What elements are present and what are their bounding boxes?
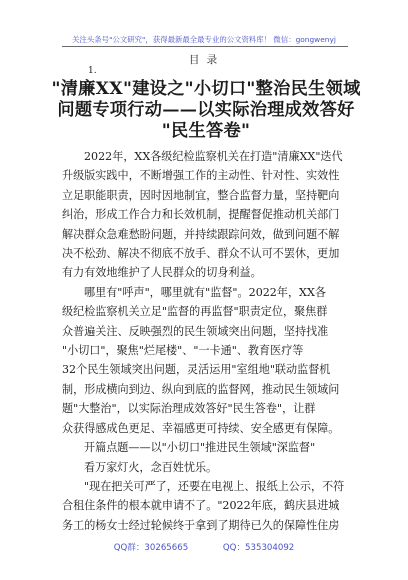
- page-header: 关注头条号"公文研究"，获得最新最全最专业的公文资料库！ 微信：gongwenyj: [72, 35, 336, 44]
- text-line: 决不松劲、解决不彻底不放手、群众不认可不罢休，更加: [62, 247, 340, 261]
- paragraph: [62, 147, 362, 166]
- text-line: 哪里有"呼声"，哪里就有"监督"。2022年，XX各: [84, 285, 326, 299]
- paragraph: [62, 283, 362, 302]
- text-line: 立足职能职责，因时因地制宜，整合监督力量，坚持靶向: [62, 188, 340, 202]
- section-number: 1.: [88, 66, 97, 76]
- toc-heading: 目 录: [188, 54, 220, 66]
- text-line: 众获得感成色更足、幸福感更可持续、安全感更有保障。: [62, 421, 340, 435]
- paragraph: [62, 477, 362, 496]
- title-line: "清廉XX"建设之"小切口"整治民生领域: [51, 79, 361, 99]
- text-line: 32个民生领域突出问题，灵活运用"室组地"联动监督机: [62, 363, 331, 377]
- title-line: "民生答卷": [161, 121, 251, 141]
- text-line: 题"大整治"，以实际治理成效答好"民生答卷"，让群: [62, 402, 316, 416]
- text-line: 众普遍关注、反映强烈的民生领域突出问题，坚持找准: [62, 324, 329, 338]
- header-divider: [62, 46, 348, 47]
- footer-qq-group: QQ群：30265665: [113, 543, 189, 553]
- page-footer: [0, 541, 408, 553]
- text-line: 2022年，XX各级纪检监察机关在打造"清廉XX"迭代: [84, 150, 343, 163]
- text-line: 有力有效地维护了人民群众的切身利益。: [62, 266, 262, 280]
- footer-qq: QQ：535304092: [222, 543, 295, 553]
- text-line: 合租住条件的根本就申请不了。"2022年底，鹤庆县进城: [62, 499, 340, 513]
- section-subheading: 开篇点题——以"小切口"推进民生领域"深监督": [84, 441, 316, 455]
- article-body: [62, 147, 362, 535]
- text-line: 级纪检监察机关立足"监督的再监督"职责定位，聚焦群: [62, 305, 328, 319]
- paragraph: [62, 458, 362, 477]
- text-line: 纠治，形成工作合力和长效机制，提醒督促推动机关部门: [62, 208, 340, 222]
- text-line: 务工的杨女士经过轮候终于拿到了期待已久的保障性住房: [62, 518, 340, 532]
- text-line: 解决群众急难愁盼问题，并持续跟踪问效，做到问题不解: [62, 227, 340, 241]
- paragraph: [62, 438, 362, 457]
- text-line: 升级版实践中，不断增强工作的主动性、针对性、实效性: [62, 169, 340, 183]
- text-line: "现在把关可严了，还要在电视上、报纸上公示，不符: [84, 479, 345, 493]
- title-line: 问题专项行动——以实际治理成效答好: [57, 100, 355, 120]
- text-line: 看万家灯火，念百姓忧乐。: [84, 460, 218, 474]
- article-title: [50, 79, 362, 142]
- text-line: 制，形成横向到边、纵向到底的监督网，推动民生领域问: [62, 382, 340, 396]
- text-line: "小切口"，聚焦"烂尾楼"、"一卡通"、教育医疗等: [62, 344, 304, 358]
